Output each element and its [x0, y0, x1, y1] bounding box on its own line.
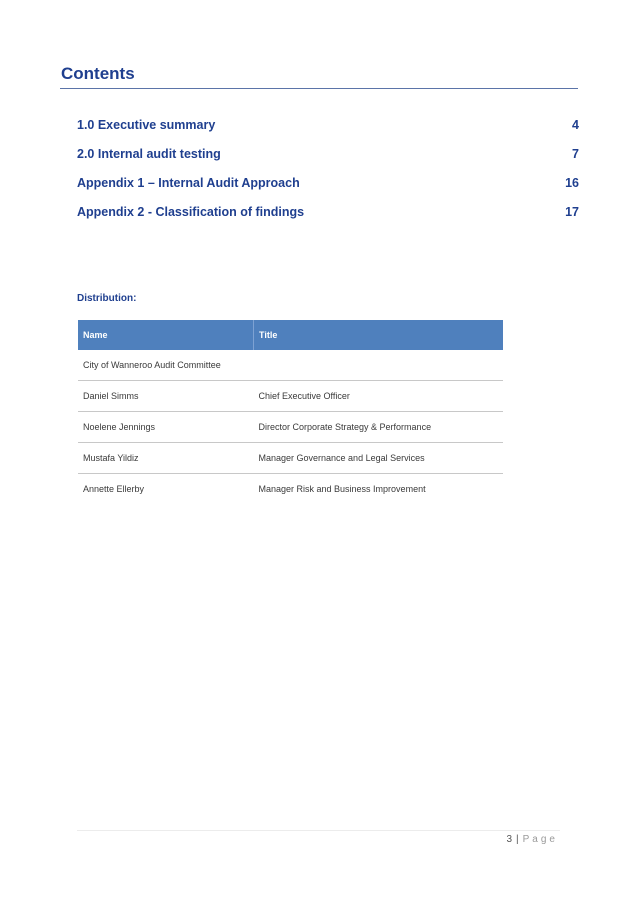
- footer-separator: |: [516, 834, 519, 845]
- table-row: [78, 443, 503, 474]
- page-title: Contents: [61, 64, 135, 83]
- cell-name: City of Wanneroo Audit Committee: [78, 350, 254, 381]
- toc-entry-page: 17: [565, 205, 579, 219]
- column-header-title: Title: [254, 320, 504, 350]
- page-footer: [506, 834, 558, 845]
- footer-page-number: 3: [506, 834, 513, 845]
- toc-entry-label: Appendix 2 - Classification of findings: [77, 205, 305, 219]
- footer-divider: [77, 830, 560, 831]
- toc-entry-internal-audit-testing[interactable]: [77, 147, 579, 176]
- cell-name: Mustafa Yildiz: [78, 443, 254, 474]
- distribution-table: [78, 320, 503, 504]
- toc-entry-label: Appendix 1 – Internal Audit Approach: [77, 176, 300, 190]
- toc-entry-executive-summary[interactable]: [77, 118, 579, 147]
- table-of-contents: [77, 118, 579, 234]
- table-row: [78, 474, 503, 505]
- cell-name: Noelene Jennings: [78, 412, 254, 443]
- toc-entry-appendix-1[interactable]: [77, 176, 579, 205]
- cell-name: Daniel Simms: [78, 381, 254, 412]
- column-header-name: Name: [78, 320, 254, 350]
- table-row: [78, 381, 503, 412]
- cell-title: Chief Executive Officer: [254, 381, 504, 412]
- toc-entry-label: 1.0 Executive summary: [77, 118, 216, 132]
- toc-entry-label: 2.0 Internal audit testing: [77, 147, 221, 161]
- cell-name: Annette Ellerby: [83, 484, 145, 494]
- cell-title: Manager Governance and Legal Services: [254, 443, 504, 474]
- cell-title: Manager Risk and Business Improvement: [258, 484, 426, 494]
- title-divider: [60, 88, 578, 89]
- table-row: [78, 412, 503, 443]
- distribution-heading: Distribution:: [77, 293, 137, 304]
- toc-entry-appendix-2[interactable]: [77, 205, 579, 234]
- table-header-row: [78, 320, 503, 350]
- footer-page-word: Page: [522, 834, 558, 845]
- table-row: [78, 350, 503, 381]
- cell-title: Director Corporate Strategy & Performance: [254, 412, 504, 443]
- cell-title: [254, 350, 504, 381]
- toc-entry-page: 16: [565, 176, 579, 190]
- toc-entry-page: 7: [572, 147, 579, 161]
- toc-entry-page: 4: [572, 118, 579, 132]
